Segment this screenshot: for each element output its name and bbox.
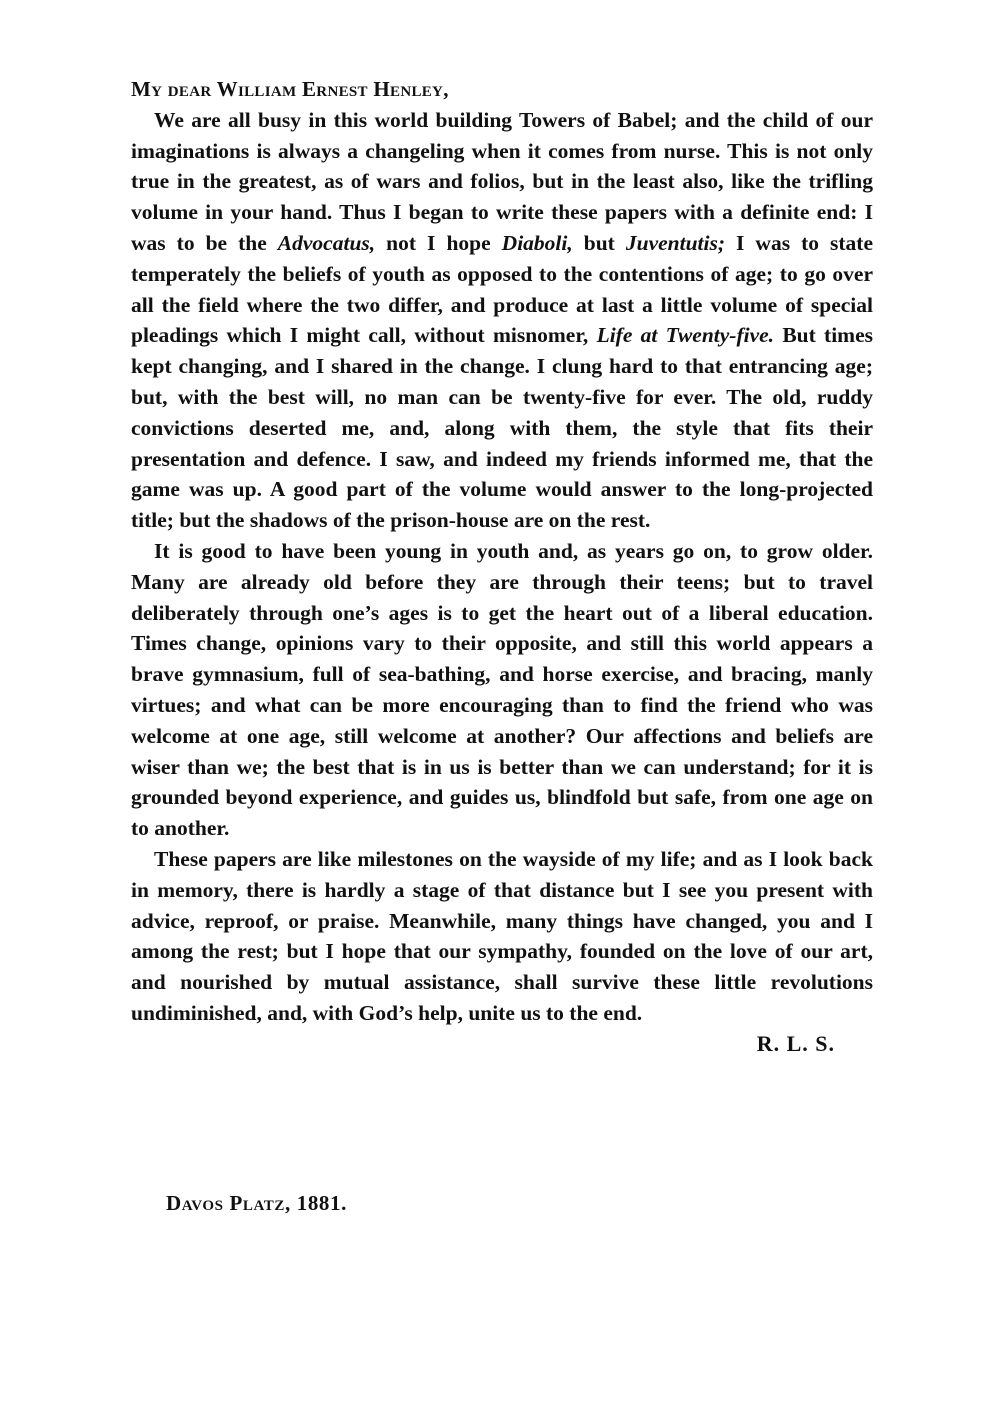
text-segment: It is good to have been young in youth and, as years go on, to grow older. Many are already old before they are through their teens; but to travel deliberately through one’s ages is to get the heart out of a liberal education. Times change, opinions vary to their opposite, and still this world appears a brave gymnasium, full of sea-bathing, and horse exercise, and bracing, manly virtues; and what can be more encouraging than to find the friend who was welcome at one age, still welcome at another? Our affections and beliefs are wiser than we; the best that is in us is better than we can understand; for it is grounded beyond experience, and guides us, blindfold but safe, from one age on to another. bbox=[131, 538, 873, 841]
dedication-letter bbox=[131, 74, 873, 1060]
paragraph-1 bbox=[131, 105, 873, 536]
text-segment: But times kept changing, and I shared in the change. I clung hard to that entrancing age; but, with the best will, no man can be twenty-five for ever. The old, ruddy convictions deserted me, and, along with them, the style that fits their presentation and defence. I saw, and indeed my friends informed me, that the game was up. A good part of the volume would answer to the long-projected title; but the shadows of the prison-house are on the rest. bbox=[131, 323, 873, 533]
text-segment: I was to state temperately the beliefs of youth as opposed to the contentions of age; to go over all the field where the two differ, and produce at last a little volume of special pleadings which I might call, without misnomer, bbox=[131, 230, 874, 348]
place-date: Davos Platz, 1881. bbox=[166, 1191, 347, 1215]
italic-phrase: Advocatus, bbox=[277, 230, 376, 255]
text-segment: We are all busy in this world building Towers of Babel; and the child of our imaginations is always a changeling when it comes from nurse. This is not only true in the greatest, as of wars and folios, but in the least also, like the trifling volume in your hand. Thus I began to write these papers with a definite end: I was to be the bbox=[131, 107, 873, 255]
paragraph-2 bbox=[131, 536, 873, 844]
text-segment: These papers are like milestones on the wayside of my life; and as I look back in memory, there is hardly a stage of that distance but I see you present with advice, reproof, or praise. Meanwhile, many things have changed, you and I among the rest; but I hope that our sympathy, founded on the love of our art, and nourished by mutual assistance, shall survive these little revolutions undiminished, and, with God’s help, unite us to the end. bbox=[131, 846, 873, 1025]
italic-phrase: Diaboli, bbox=[501, 230, 573, 255]
signature-initials: R. L. S. bbox=[756, 1030, 835, 1056]
text-segment: but bbox=[572, 230, 626, 255]
italic-phrase: Juventutis; bbox=[625, 230, 726, 255]
paragraph-3 bbox=[131, 844, 873, 1029]
salutation: My dear William Ernest Henley, bbox=[131, 77, 449, 101]
italic-phrase: Life at Twenty-five. bbox=[596, 323, 775, 348]
text-segment: not I hope bbox=[375, 230, 502, 255]
